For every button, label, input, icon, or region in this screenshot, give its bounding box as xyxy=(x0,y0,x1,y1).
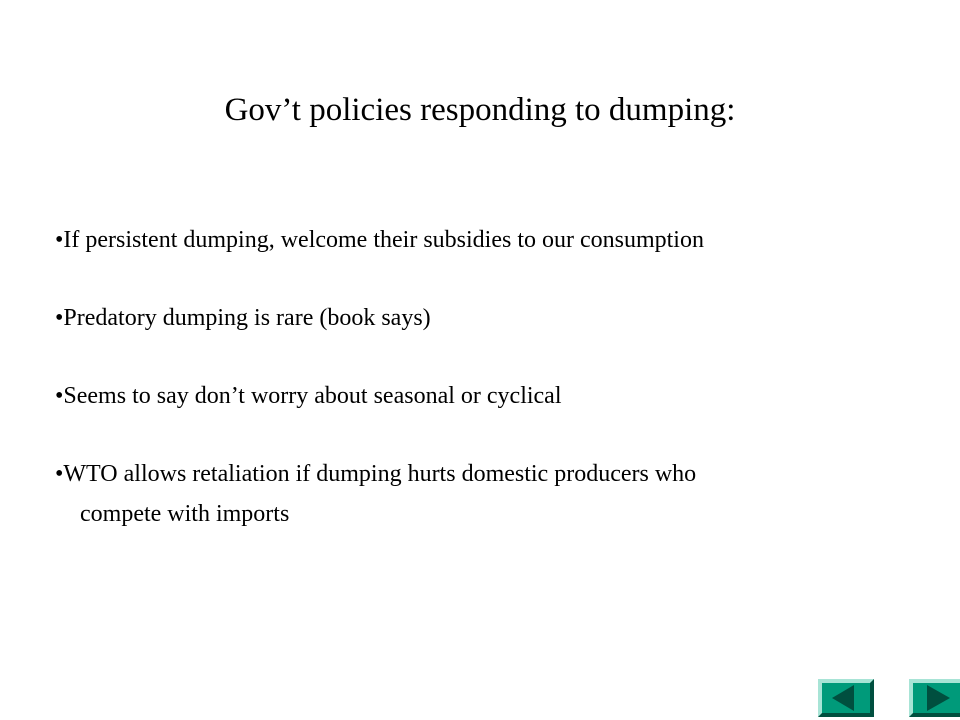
bullet-dot: • xyxy=(55,305,64,331)
bullet-item xyxy=(55,454,935,534)
bullet-dot: • xyxy=(55,383,64,409)
bullet-text: If persistent dumping, welcome their subsidies to our consumption xyxy=(63,227,704,253)
bullet-item xyxy=(55,220,935,260)
bullet-text: Seems to say don’t worry about seasonal or cyclical xyxy=(63,383,562,409)
triangle-right-icon xyxy=(913,683,960,713)
previous-slide-button[interactable] xyxy=(818,679,874,717)
bullet-text: WTO allows retaliation if dumping hurts domestic producers who xyxy=(63,461,697,487)
slide-title: Gov’t policies responding to dumping: xyxy=(224,92,736,128)
bullet-dot: • xyxy=(55,461,64,487)
bullet-item xyxy=(55,376,935,416)
bullet-dot: • xyxy=(55,227,64,253)
bullet-text-continuation: compete with imports xyxy=(80,501,290,527)
next-slide-button[interactable] xyxy=(909,679,960,717)
bullet-item xyxy=(55,298,935,338)
bullet-text: Predatory dumping is rare (book says) xyxy=(63,305,431,331)
triangle-left-icon xyxy=(822,683,870,713)
bullet-list xyxy=(55,220,935,572)
